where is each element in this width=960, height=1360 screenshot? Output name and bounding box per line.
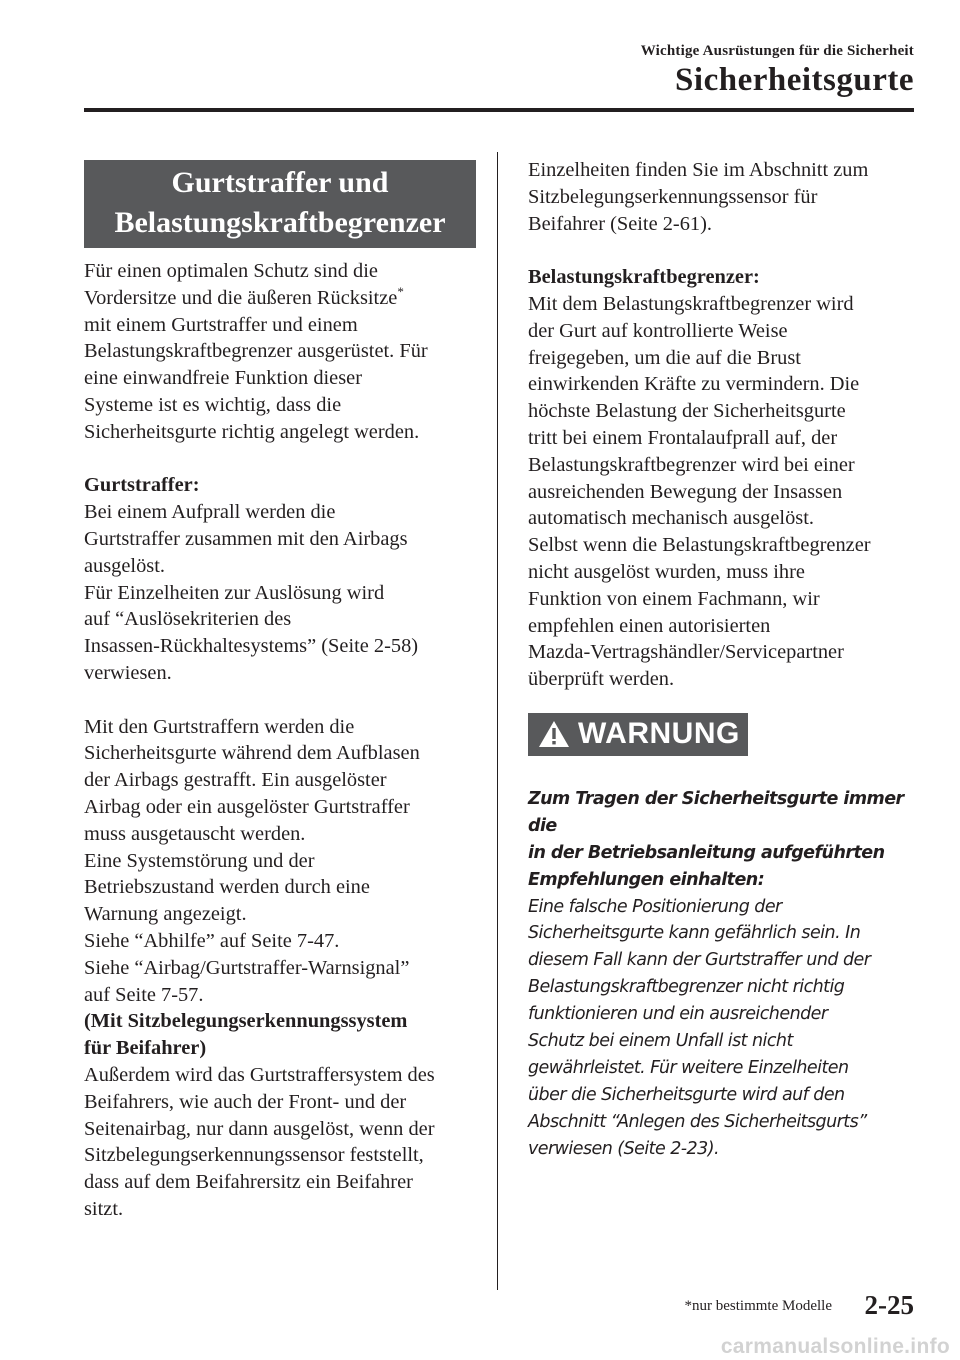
text-line: muss ausgetauscht werden. xyxy=(84,822,306,845)
text-line: diesem Fall kann der Gurtstraffer und der xyxy=(528,950,871,971)
text-line: Siehe “Airbag/Gurtstraffer-Warnsignal” xyxy=(84,956,410,979)
occupancy-subheading xyxy=(84,1008,476,1062)
chapter-title: Wichtige Ausrüstungen für die Sicherheit xyxy=(640,43,914,59)
text-line: Airbag oder ein ausgelöster Gurtstraffer xyxy=(84,795,410,818)
text-line: Mit den Gurtstraffern werden die xyxy=(84,715,355,738)
text-line: dass auf dem Beifahrersitz ein Beifahrer xyxy=(84,1171,413,1194)
text-line: Schutz bei einem Unfall ist nicht xyxy=(528,1031,793,1052)
warning-triangle-icon xyxy=(538,720,570,748)
watermark: carmanualsonline.info xyxy=(720,1335,950,1358)
text-line: Für einen optimalen Schutz sind die xyxy=(84,260,378,282)
text-line: (Mit Sitzbelegungserkennungssystem xyxy=(84,1010,408,1033)
text-line: gewährleistet. Für weitere Einzelheiten xyxy=(528,1058,849,1078)
text-line: automatisch mechanisch ausgelöst. xyxy=(528,507,814,530)
footnote-mark: * xyxy=(397,284,404,299)
warning-label: WARNUNG xyxy=(578,717,740,751)
text-line: Abschnitt “Anlegen des Sicherheitsgurts” xyxy=(528,1111,867,1132)
text-line: Einzelheiten finden Sie im Abschnitt zum xyxy=(528,159,869,181)
text-line: tritt bei einem Frontalaufprall auf, der xyxy=(528,426,838,449)
text-line: in der Betriebsanleitung aufgeführten xyxy=(528,842,885,863)
text-line: Bei einem Aufprall werden die xyxy=(84,501,336,524)
text-line: Sicherheitsgurte richtig angelegt werden. xyxy=(84,420,420,443)
page-number: 2-25 xyxy=(864,1290,914,1320)
text-line: Systeme ist es wichtig, dass die xyxy=(84,393,342,416)
straffer-function-paragraph xyxy=(84,714,476,1009)
text-line: für Beifahrer) xyxy=(84,1037,207,1060)
text-line: Warnung angezeigt. xyxy=(84,903,247,926)
text-line: auf Seite 7-57. xyxy=(84,983,204,1006)
sensor-reference-paragraph xyxy=(528,157,923,237)
text-line: Beifahrers, wie auch der Front- und der xyxy=(84,1090,407,1113)
text-line: ausreichenden Bewegung der Insassen xyxy=(528,480,843,503)
text-line: Belastungskraftbegrenzer wird bei einer xyxy=(528,453,855,476)
text-line: Seitenairbag, nur dann ausgelöst, wenn der xyxy=(84,1117,435,1140)
text-line: Empfehlungen einhalten: xyxy=(528,869,765,890)
text-line: Belastungskraftbegrenzer ausgerüstet. Für xyxy=(84,340,428,363)
text-line: Sitzbelegungserkennungssensor feststellt, xyxy=(84,1144,424,1167)
text-line: Zum Tragen der Sicherheitsgurte immer die xyxy=(528,788,904,836)
column-divider xyxy=(497,152,498,1290)
gurtstraffer-paragraph xyxy=(84,499,476,687)
text-line xyxy=(84,285,476,312)
text-line: ausgelöst. xyxy=(84,554,165,577)
text-line: Selbst wenn die Belastungskraftbegrenzer xyxy=(528,534,871,557)
text-line: Siehe “Abhilfe” auf Seite 7-47. xyxy=(84,929,340,952)
text-line: Sicherheitsgurte während dem Aufblasen xyxy=(84,742,420,765)
text-line: Eine falsche Positionierung der xyxy=(528,896,782,917)
text-line: freigegeben, um die auf die Brust xyxy=(528,346,801,369)
page-title: Sicherheitsgurte xyxy=(675,62,914,98)
section-heading-line-1: Gurtstraffer und xyxy=(171,166,389,199)
belastung-paragraph xyxy=(528,291,923,693)
text-line: Belastungskraftbegrenzer nicht richtig xyxy=(528,977,845,998)
text-line: eine einwandfreie Funktion dieser xyxy=(84,367,363,390)
text-line: auf “Auslösekriterien des xyxy=(84,608,292,631)
occupancy-paragraph xyxy=(84,1062,476,1223)
text-line: über die Sicherheitsgurte wird auf den xyxy=(528,1084,845,1105)
right-column xyxy=(528,157,923,1163)
text-line: nicht ausgelöst wurden, muss ihre xyxy=(528,560,805,583)
section-heading-box xyxy=(84,160,476,248)
header-rule xyxy=(84,108,914,112)
text-line: empfehlen einen autorisierten xyxy=(528,614,771,637)
text-line: Eine Systemstörung und der xyxy=(84,849,315,872)
text-line: Mazda-Vertragshändler/Servicepartner xyxy=(528,641,844,664)
text-line: der Gurt auf kontrollierte Weise xyxy=(528,319,788,342)
text-line: Gurtstraffer zusammen mit den Airbags xyxy=(84,527,408,550)
text-line: Mit dem Belastungskraftbegrenzer wird xyxy=(528,292,854,315)
belastung-heading: Belastungskraftbegrenzer: xyxy=(528,266,760,289)
text-line: Außerdem wird das Gurtstraffersystem des xyxy=(84,1063,435,1086)
text-line: mit einem Gurtstraffer und einem xyxy=(84,313,358,336)
text-line: höchste Belastung der Sicherheitsgurte xyxy=(528,400,846,423)
text-line: Betriebszustand werden durch eine xyxy=(84,876,370,899)
text-line: Sicherheitsgurte kann gefährlich sein. In xyxy=(528,923,861,944)
footnote: *nur bestimmte Modelle xyxy=(684,1298,832,1314)
text-line: verwiesen. xyxy=(84,661,172,684)
text-line: überprüft werden. xyxy=(528,668,675,691)
left-column xyxy=(84,160,476,1223)
warning-body xyxy=(528,786,923,1163)
text-line: Beifahrer (Seite 2-61). xyxy=(528,212,713,235)
text-line: funktionieren und ein ausreichender xyxy=(528,1004,828,1025)
section-heading-line-2: Belastungskraftbegrenzer xyxy=(114,206,446,239)
text-span: Vordersitze und die äußeren Rücksitze xyxy=(84,286,398,309)
text-line: Für Einzelheiten zur Auslösung wird xyxy=(84,581,385,604)
text-line: sitzt. xyxy=(84,1197,124,1220)
text-line: Funktion von einem Fachmann, wir xyxy=(528,587,820,610)
text-line: Insassen-Rückhaltesystems” (Seite 2-58) xyxy=(84,635,419,658)
text-line: einwirkenden Kräfte zu vermindern. Die xyxy=(528,373,860,396)
warning-badge xyxy=(528,713,748,756)
text-line: Sitzbelegungserkennungssensor für xyxy=(528,185,818,208)
gurtstraffer-heading: Gurtstraffer: xyxy=(84,474,200,497)
text-line: verwiesen (Seite 2-23). xyxy=(528,1138,720,1159)
intro-paragraph xyxy=(84,258,476,446)
text-line: der Airbags gestrafft. Ein ausgelöster xyxy=(84,769,387,792)
